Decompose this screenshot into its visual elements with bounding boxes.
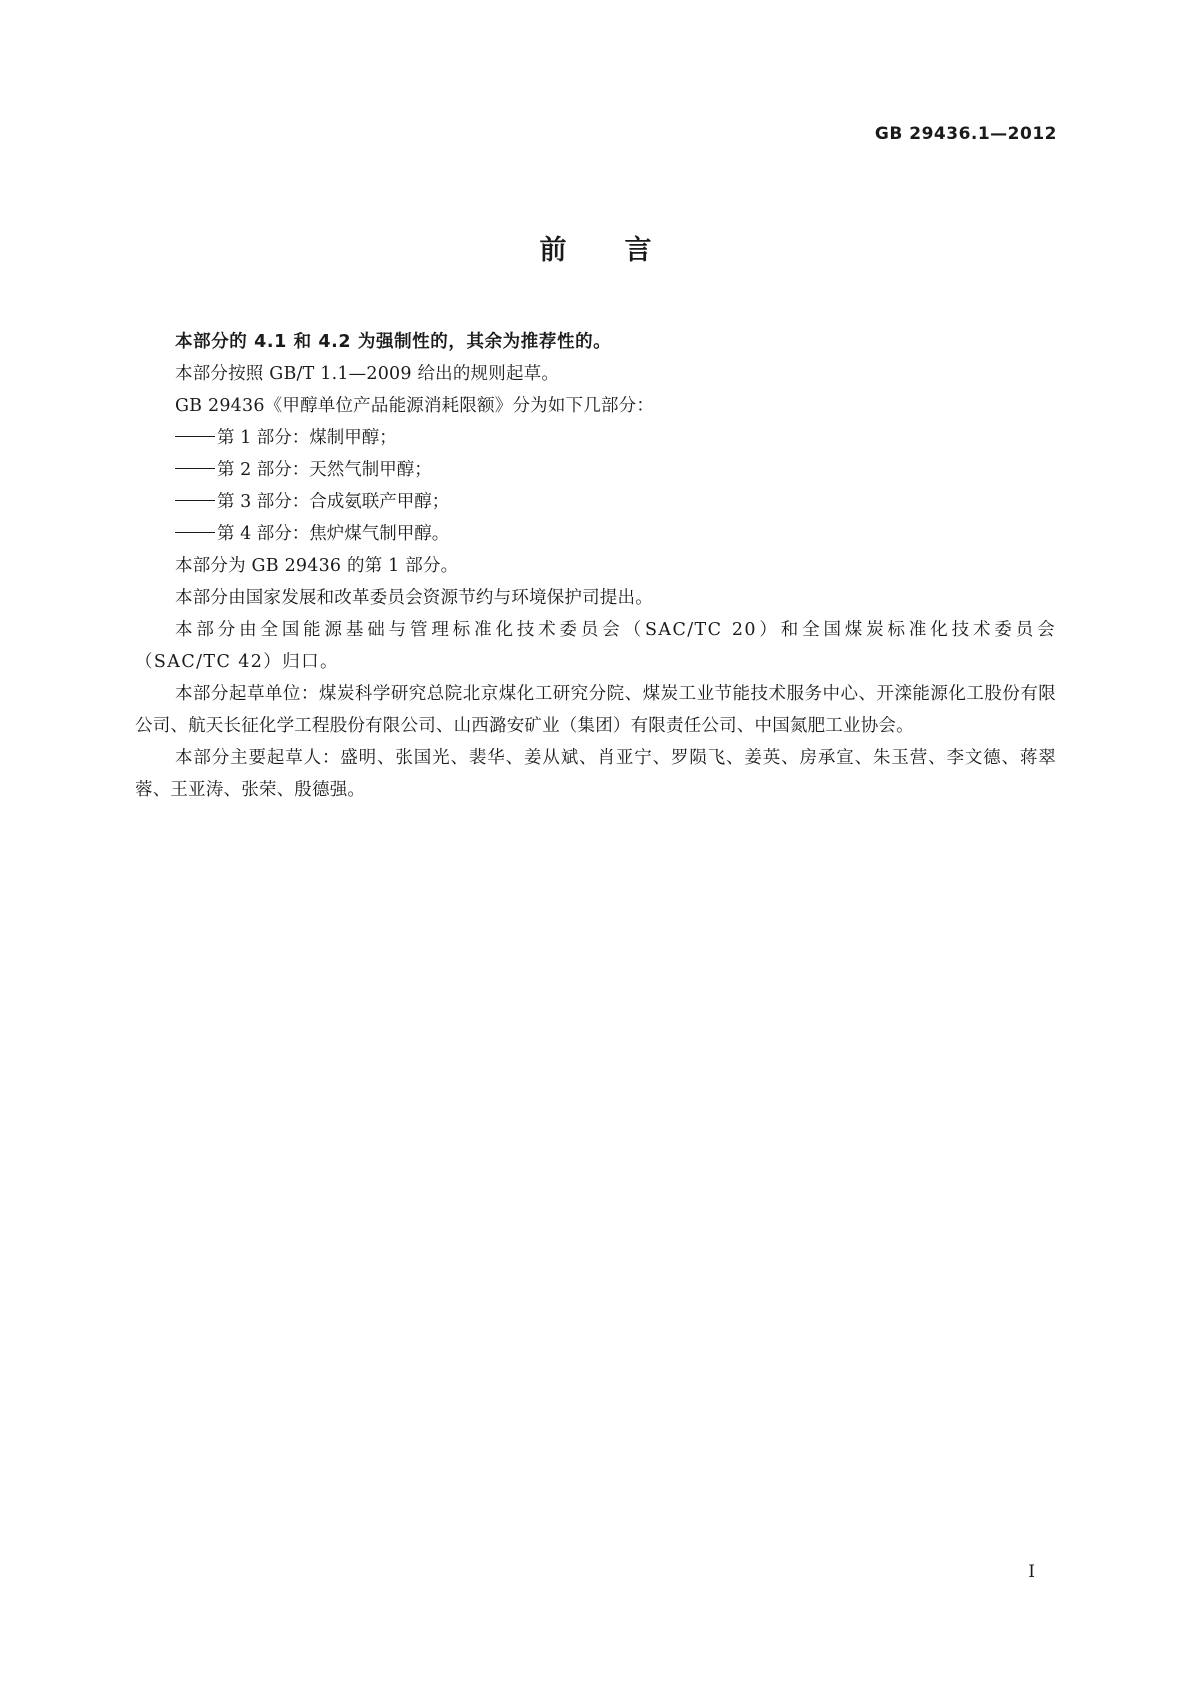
mandatory-note: 本部分的 4.1 和 4.2 为强制性的，其余为推荐性的。 xyxy=(175,332,612,352)
part-list-item-text: 第 3 部分：合成氨联产甲醇； xyxy=(217,492,450,512)
part-list-item-text: 第 2 部分：天然气制甲醇； xyxy=(217,460,432,480)
parts-intro-paragraph: GB 29436《甲醇单位产品能源消耗限额》分为如下几部分： xyxy=(175,396,655,416)
dash-mark xyxy=(175,500,215,501)
dash-mark xyxy=(175,436,215,437)
drafting-rules-paragraph: 本部分按照 GB/T 1.1—2009 给出的规则起草。 xyxy=(175,364,560,384)
proposed-by-paragraph: 本部分由国家发展和改革委员会资源节约与环境保护司提出。 xyxy=(175,588,653,608)
part-list-item-text: 第 1 部分：煤制甲醇； xyxy=(217,428,397,448)
drafting-units-paragraph: 本部分起草单位：煤炭科学研究总院北京煤化工研究分院、煤炭工业节能技术服务中心、开滦能源化工股份有限公司、航天长征化学工程股份有限公司、山西潞安矿业（集团）有限责任公司、中国氮肥工业协会。 xyxy=(135,684,1056,736)
part-list-item xyxy=(135,454,1056,486)
standard-number: GB 29436.1—2012 xyxy=(874,124,1057,144)
part-position-paragraph: 本部分为 GB 29436 的第 1 部分。 xyxy=(175,556,459,576)
part-list-item xyxy=(135,518,1056,550)
part-list-item xyxy=(135,422,1056,454)
page-number: I xyxy=(1028,1562,1035,1582)
drafters-paragraph: 本部分主要起草人：盛明、张国光、裴华、姜从斌、肖亚宁、罗陨飞、姜英、房承宣、朱玉营、李文德、蒋翠蓉、王亚涛、张荣、殷德强。 xyxy=(135,748,1056,800)
page-title: 前言 xyxy=(539,235,710,266)
part-list-item xyxy=(135,486,1056,518)
dash-mark xyxy=(175,532,215,533)
centralized-by-paragraph: 本部分由全国能源基础与管理标准化技术委员会（SAC/TC 20）和全国煤炭标准化技术委员会（SAC/TC 42）归口。 xyxy=(135,620,1056,672)
part-list-item-text: 第 4 部分：焦炉煤气制甲醇。 xyxy=(217,524,450,544)
foreword-body xyxy=(135,326,1056,806)
dash-mark xyxy=(175,468,215,469)
